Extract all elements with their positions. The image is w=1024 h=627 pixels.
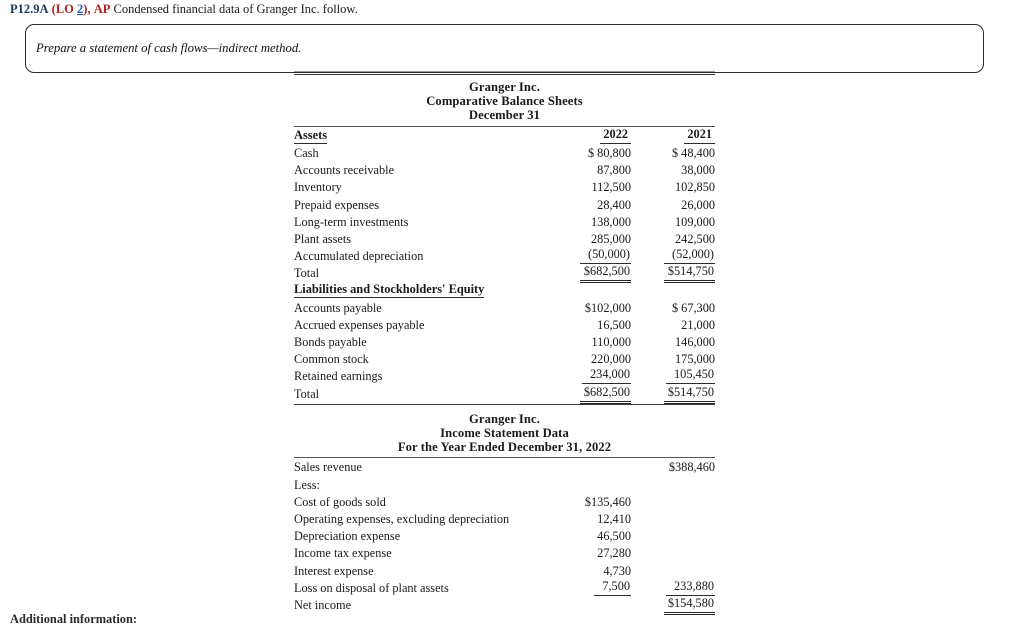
row-value-col1 bbox=[547, 350, 631, 367]
table-row bbox=[294, 510, 715, 527]
row-value-col1 bbox=[547, 544, 631, 561]
row-value-col2-value: 38,000 bbox=[681, 163, 715, 178]
row-label: Prepaid expenses bbox=[294, 197, 380, 212]
row-label: Cost of goods sold bbox=[294, 494, 386, 509]
table-row bbox=[294, 475, 715, 492]
table-row bbox=[294, 230, 715, 247]
row-value-col1-value: 110,000 bbox=[591, 335, 631, 350]
row-value-col1 bbox=[547, 178, 631, 195]
rule-balance-sheet-bottom bbox=[294, 404, 715, 405]
problem-heading bbox=[10, 2, 358, 17]
row-value-col2 bbox=[631, 333, 715, 350]
row-value-col2-value: 242,500 bbox=[675, 231, 715, 246]
assets-section-header bbox=[294, 127, 547, 144]
row-value-col2 bbox=[631, 316, 715, 333]
row-label: Inventory bbox=[294, 180, 342, 195]
row-label: Total bbox=[294, 386, 320, 401]
row-label: Total bbox=[294, 266, 320, 281]
row-label: Accounts payable bbox=[294, 300, 382, 315]
table-row bbox=[294, 264, 715, 281]
row-value-col2 bbox=[631, 247, 715, 264]
row-value-col2-value: 175,000 bbox=[675, 352, 715, 367]
table-row bbox=[294, 493, 715, 510]
row-value-col2-value: $514,750 bbox=[664, 385, 715, 402]
row-value-col1-value: $682,500 bbox=[580, 385, 631, 402]
row-label: Cash bbox=[294, 145, 319, 160]
row-value-col2-value: $514,750 bbox=[664, 264, 715, 281]
row-value-col1-value: $135,460 bbox=[584, 494, 631, 509]
row-label: Sales revenue bbox=[294, 460, 362, 475]
problem-ap-tag: AP bbox=[93, 2, 111, 16]
row-label: Long-term investments bbox=[294, 214, 409, 229]
row-value-col2 bbox=[631, 596, 715, 613]
row-value-col1 bbox=[547, 298, 631, 315]
income-statement-table bbox=[294, 407, 715, 613]
balance-sheet-company: Granger Inc. bbox=[469, 80, 540, 94]
table-row bbox=[294, 195, 715, 212]
row-value-col1 bbox=[547, 579, 631, 596]
row-value-col1 bbox=[547, 596, 631, 613]
table-row bbox=[294, 527, 715, 544]
row-value-col2 bbox=[631, 350, 715, 367]
table-row bbox=[294, 384, 715, 401]
row-value-col2 bbox=[631, 561, 715, 578]
row-value-col1-value: 16,500 bbox=[597, 317, 631, 332]
row-value-col2 bbox=[631, 475, 715, 492]
table-row bbox=[294, 596, 715, 613]
column-header-2022 bbox=[547, 127, 631, 144]
row-value-col2-value: (52,000) bbox=[664, 247, 715, 264]
row-value-col1-value: 138,000 bbox=[591, 214, 631, 229]
row-label: Net income bbox=[294, 597, 352, 612]
problem-code: P12.9A bbox=[10, 2, 49, 16]
table-row bbox=[294, 178, 715, 195]
row-value-col1-value: 112,500 bbox=[591, 180, 631, 195]
balance-sheet-grid bbox=[294, 127, 715, 402]
instruction-text: Prepare a statement of cash flows—indirect method. bbox=[36, 41, 302, 55]
row-value-col1-value: $ 80,800 bbox=[587, 145, 631, 160]
liabilities-section-header-text: Liabilities and Stockholders' Equity bbox=[294, 282, 485, 297]
row-value-col1-value: 27,280 bbox=[597, 546, 631, 561]
row-value-col1 bbox=[547, 230, 631, 247]
row-label: Loss on disposal of plant assets bbox=[294, 580, 449, 595]
row-value-col2-value: $154,580 bbox=[664, 596, 715, 613]
income-statement-period: For the Year Ended December 31, 2022 bbox=[397, 440, 612, 455]
row-label: Operating expenses, excluding depreciation bbox=[294, 511, 510, 526]
problem-lo-number[interactable]: 2 bbox=[77, 2, 84, 16]
instruction-box bbox=[25, 24, 984, 73]
row-value-col1 bbox=[547, 247, 631, 264]
row-label: Interest expense bbox=[294, 563, 374, 578]
balance-sheet-title bbox=[294, 75, 715, 126]
income-statement-company: Granger Inc. bbox=[469, 411, 540, 426]
table-row bbox=[294, 298, 715, 315]
problem-lo-close: ), bbox=[83, 2, 91, 16]
row-label: Plant assets bbox=[294, 231, 352, 246]
table-row bbox=[294, 350, 715, 367]
row-label: Accrued expenses payable bbox=[294, 317, 425, 332]
row-value-col1 bbox=[547, 493, 631, 510]
row-value-col1 bbox=[547, 458, 631, 475]
income-statement-title bbox=[294, 407, 715, 458]
problem-lo-open: (LO bbox=[51, 2, 74, 16]
row-value-col2 bbox=[631, 458, 715, 475]
row-value-col2 bbox=[631, 367, 715, 384]
row-label: Income tax expense bbox=[294, 546, 392, 561]
table-row bbox=[294, 367, 715, 384]
row-value-col2 bbox=[631, 230, 715, 247]
row-label: Retained earnings bbox=[294, 369, 383, 384]
row-value-col1-value: 285,000 bbox=[591, 231, 631, 246]
assets-section-header-text: Assets bbox=[294, 127, 328, 142]
row-value-col1 bbox=[547, 527, 631, 544]
row-value-col2 bbox=[631, 527, 715, 544]
row-label: Depreciation expense bbox=[294, 529, 401, 544]
table-row bbox=[294, 213, 715, 230]
row-value-col2-value: $ 48,400 bbox=[671, 145, 715, 160]
row-value-col2 bbox=[631, 213, 715, 230]
additional-information-label: Additional information: bbox=[10, 612, 138, 626]
row-value-col1-value: 87,800 bbox=[597, 163, 631, 178]
column-header-2021-text: 2021 bbox=[684, 127, 715, 144]
row-value-col2-value: 233,880 bbox=[666, 579, 715, 596]
row-value-col1-value: 234,000 bbox=[582, 367, 631, 384]
row-value-col1 bbox=[547, 510, 631, 527]
table-row bbox=[294, 247, 715, 264]
row-value-col1 bbox=[547, 144, 631, 161]
table-header-row bbox=[294, 127, 715, 144]
row-value-col2 bbox=[631, 161, 715, 178]
row-value-col1-value: $102,000 bbox=[584, 300, 631, 315]
row-value-col1 bbox=[547, 213, 631, 230]
row-value-col1-value: 28,400 bbox=[597, 197, 631, 212]
table-row bbox=[294, 458, 715, 475]
row-value-col2 bbox=[631, 298, 715, 315]
row-value-col1-value: 220,000 bbox=[591, 352, 631, 367]
balance-sheet-table bbox=[294, 71, 715, 405]
row-value-col2 bbox=[631, 510, 715, 527]
row-value-col2-value: 102,850 bbox=[675, 180, 715, 195]
table-row bbox=[294, 333, 715, 350]
row-label: Less: bbox=[294, 477, 320, 492]
row-value-col1 bbox=[547, 264, 631, 281]
income-statement-name: Income Statement Data bbox=[440, 425, 569, 440]
row-value-col2 bbox=[631, 579, 715, 596]
row-value-col2-value: 26,000 bbox=[681, 197, 715, 212]
row-value-col2 bbox=[631, 384, 715, 401]
problem-description: Condensed financial data of Granger Inc. follow. bbox=[113, 2, 358, 16]
row-label: Bonds payable bbox=[294, 335, 367, 350]
row-value-col2 bbox=[631, 178, 715, 195]
row-value-col1 bbox=[547, 367, 631, 384]
row-value-col1-value: 7,500 bbox=[594, 579, 631, 596]
column-header-2021 bbox=[631, 281, 715, 298]
table-row bbox=[294, 579, 715, 596]
table-row bbox=[294, 161, 715, 178]
row-value-col1 bbox=[547, 161, 631, 178]
row-value-col2-value: 109,000 bbox=[675, 214, 715, 229]
row-value-col1 bbox=[547, 475, 631, 492]
column-header-2022-text: 2022 bbox=[600, 127, 631, 144]
row-value-col2-value: 146,000 bbox=[675, 335, 715, 350]
row-value-col2 bbox=[631, 544, 715, 561]
row-value-col1-value: 12,410 bbox=[597, 511, 631, 526]
row-value-col2-value: 105,450 bbox=[666, 367, 715, 384]
row-value-col2 bbox=[631, 264, 715, 281]
column-header-2022 bbox=[547, 281, 631, 298]
row-value-col1 bbox=[547, 195, 631, 212]
row-value-col2-value: $388,460 bbox=[668, 460, 715, 475]
row-value-col1-value: 4,730 bbox=[603, 563, 631, 578]
row-value-col1 bbox=[547, 316, 631, 333]
income-statement-grid bbox=[294, 458, 715, 613]
rule-top-light bbox=[294, 71, 715, 72]
row-value-col2-value: 21,000 bbox=[681, 317, 715, 332]
table-row bbox=[294, 544, 715, 561]
table-header-row bbox=[294, 281, 715, 298]
row-value-col2 bbox=[631, 493, 715, 510]
table-row bbox=[294, 316, 715, 333]
row-label: Accounts receivable bbox=[294, 163, 395, 178]
column-header-2021 bbox=[631, 127, 715, 144]
liabilities-section-header bbox=[294, 281, 547, 298]
table-row bbox=[294, 144, 715, 161]
row-value-col2-value: $ 67,300 bbox=[671, 300, 715, 315]
row-value-col1 bbox=[547, 384, 631, 401]
balance-sheet-name: Comparative Balance Sheets bbox=[426, 94, 583, 109]
row-label: Accumulated depreciation bbox=[294, 249, 424, 264]
row-label: Common stock bbox=[294, 352, 369, 367]
row-value-col1-value: (50,000) bbox=[580, 247, 631, 264]
row-value-col2 bbox=[631, 195, 715, 212]
row-value-col1 bbox=[547, 561, 631, 578]
balance-sheet-date: December 31 bbox=[468, 108, 541, 123]
row-value-col1-value: $682,500 bbox=[580, 264, 631, 281]
row-value-col1-value: 46,500 bbox=[597, 529, 631, 544]
row-value-col2 bbox=[631, 144, 715, 161]
table-row bbox=[294, 561, 715, 578]
financial-statements bbox=[294, 71, 715, 613]
row-value-col1 bbox=[547, 333, 631, 350]
